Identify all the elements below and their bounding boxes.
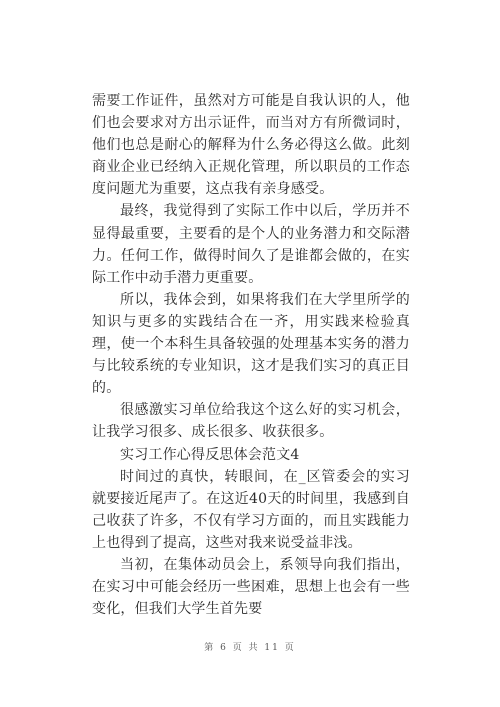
paragraph-5: 时间过的真快，转眼间，在_区管委会的实习就要接近尾声了。在这近40天的时间里，我感到自己收获了许多，不仅有学习方面的，而且实践能力上也得到了提高，这些对我来说受益非浅。 [92,468,410,551]
document-body [92,90,410,620]
paragraph-6: 当初，在集体动员会上，系领导向我们指出，在实习中可能会经历一些困难，思想上也会有一些变化，但我们大学生首先要 [92,556,410,618]
page-footer: 第 6 页 共 11 页 [204,643,296,653]
paragraph-1: 需要工作证件，虽然对方可能是自我认识的人，他们也会要求对方出示证件，而当对方有所微词时，他们也总是耐心的解释为什么务必得这么做。此刻商业企业已经纳入正规化管理，所以职员的工作态度问题尤为重要，这点我有亲身感受。 [92,93,410,198]
paragraph-2: 最终，我觉得到了实际工作中以后，学历并不显得最重要，主要看的是个人的业务潜力和交际潜力。任何工作，做得时间久了是谁都会做的，在实际工作中动手潜力更重要。 [92,203,410,286]
paragraph-3: 所以，我体会到，如果将我们在大学里所学的知识与更多的实践结合在一齐，用实践来检验真理，使一个本科生具备较强的处理基本实务的潜力与比较系统的专业知识，这才是我们实习的真正目的。 [92,291,410,397]
paragraph-4: 很感激实习单位给我这个这么好的实习机会，让我学习很多、成长很多、收获很多。 [92,402,410,441]
section-heading: 实习工作心得反思体会范文4 [120,446,300,463]
